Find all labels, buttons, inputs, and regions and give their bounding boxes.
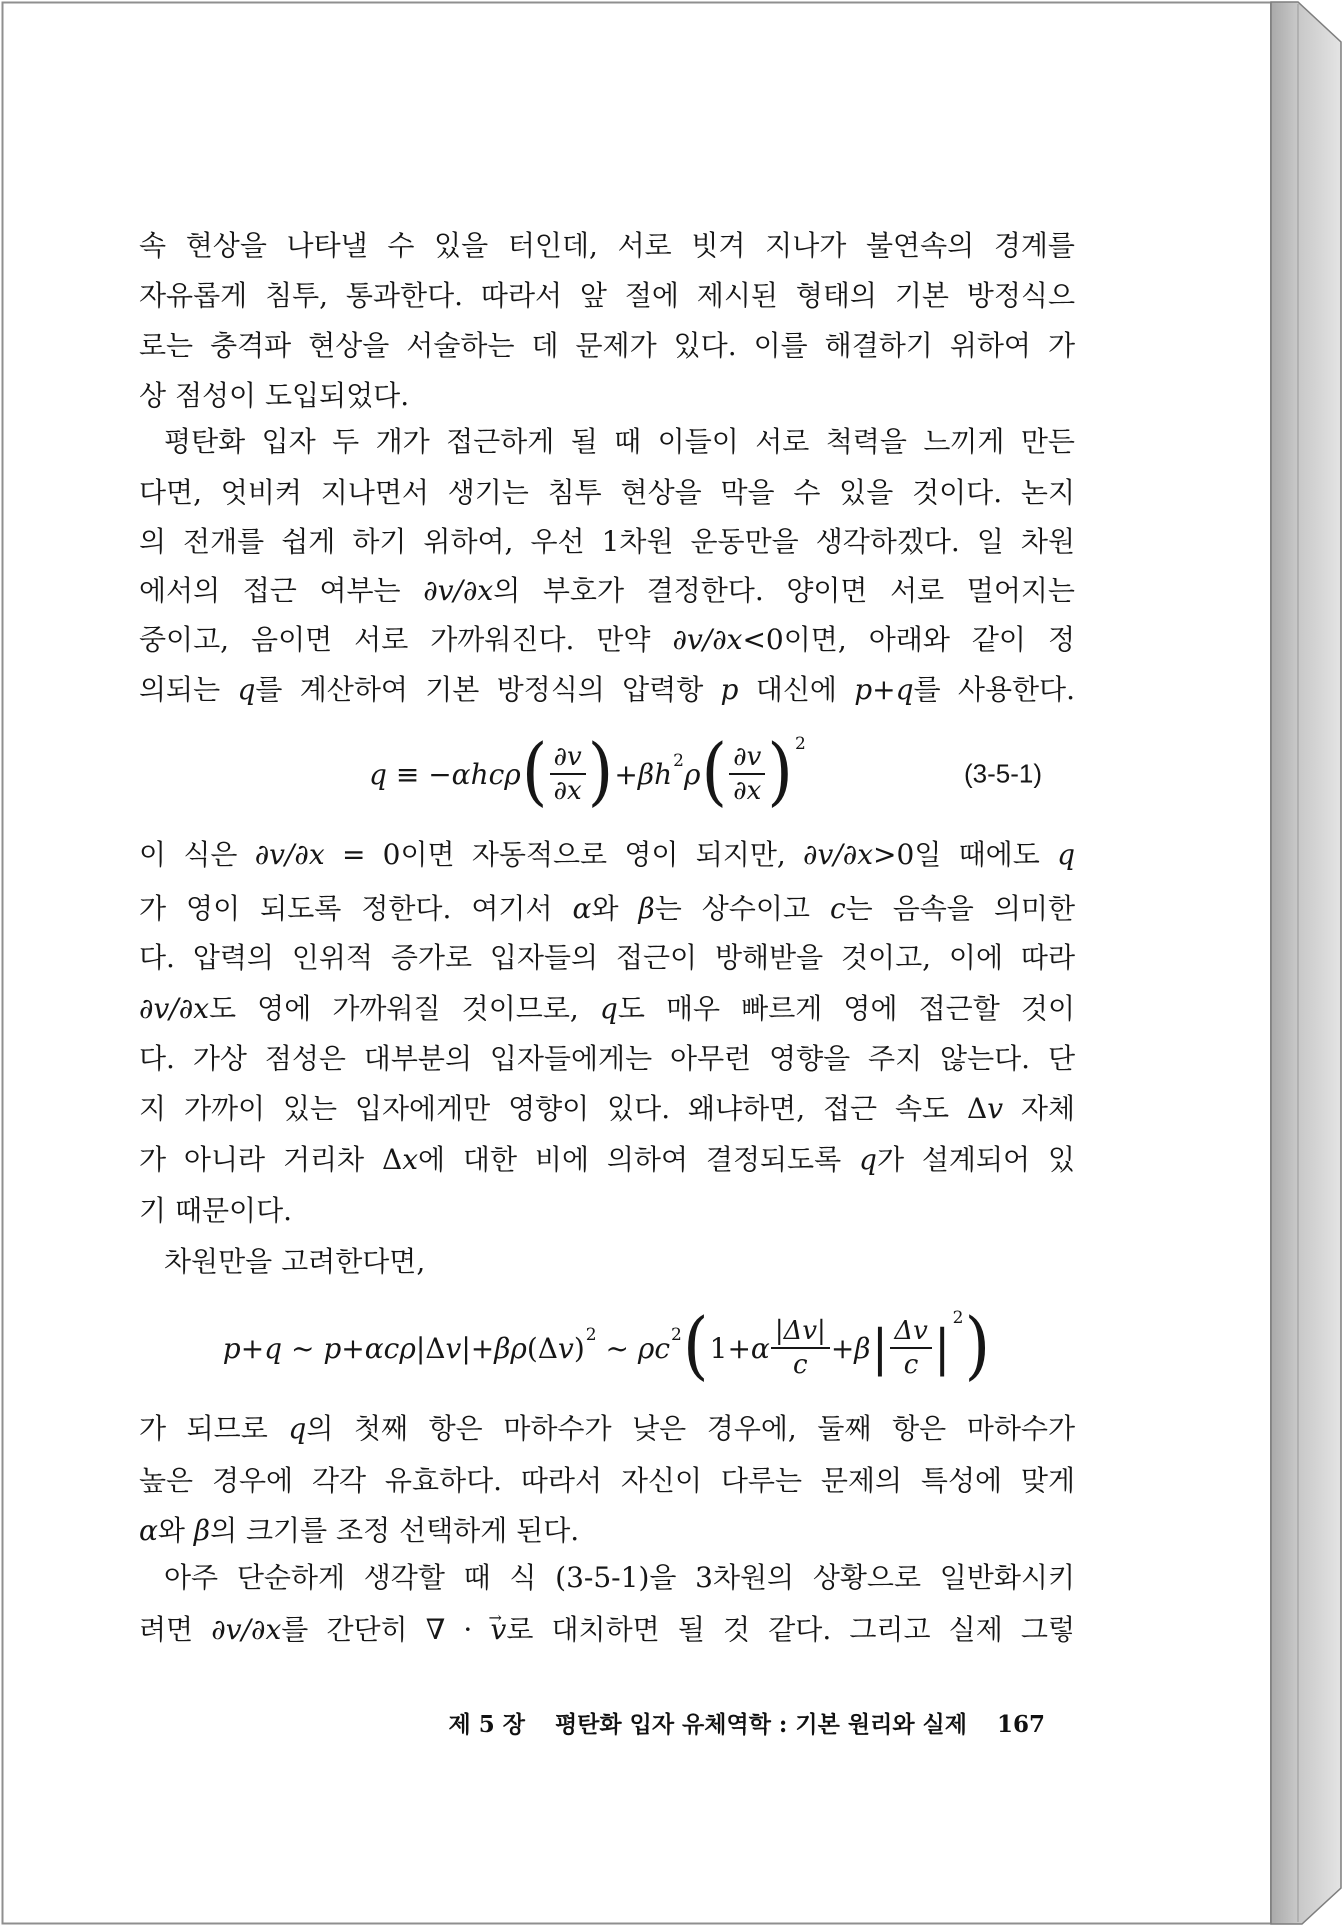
- text-run: 가 영이 되도록 정한다. 여기서: [139, 892, 573, 925]
- math-variable: p: [222, 1331, 241, 1365]
- text-line: [139, 1089, 1075, 1129]
- big-parenthesis: ): [767, 728, 794, 815]
- text-line: [139, 376, 1075, 416]
- text-run: 속 현상을 나타낼 수 있을 터인데, 서로 빗겨 지나가 불연속의 경계를: [139, 229, 1075, 262]
- inline-math: q: [895, 673, 914, 706]
- fraction-denominator: ∂x: [553, 776, 582, 806]
- superscript: 2: [952, 1308, 964, 1328]
- text-run: 중이고, 음이면 서로 가까워진다. 만약: [139, 623, 673, 656]
- text-line: [139, 1039, 1075, 1079]
- vector-v: → v: [490, 1610, 506, 1650]
- big-parenthesis: ): [964, 1302, 991, 1389]
- math-variable: αcρ: [364, 1331, 416, 1365]
- text-line: [139, 1409, 1075, 1449]
- text-run: 다. 가상 점성은 대부분의 입자들에게는 아무런 영향을 주지 않는다. 단: [139, 1042, 1075, 1075]
- text-line: [139, 473, 1075, 513]
- text-run: 를 계산하여 기본 방정식의 압력항: [255, 673, 721, 706]
- fraction-numerator: ∂v: [550, 741, 586, 775]
- text-run: 려면: [139, 1613, 212, 1646]
- math-variable: α: [750, 1331, 770, 1365]
- inline-math: β: [193, 1514, 211, 1547]
- text-line: [139, 1610, 1075, 1650]
- inline-math: ∂v/∂x: [423, 574, 494, 607]
- text-line: [139, 1140, 1075, 1180]
- text-run: 로는 충격파 현상을 서술하는 데 문제가 있다. 이를 해결하기 위하여 가: [139, 329, 1075, 362]
- math-symbol: |+: [461, 1331, 495, 1365]
- text-run: 다면, 엇비켜 지나면서 생기는 침투 현상을 막을 수 있을 것이다. 논지: [139, 476, 1075, 509]
- inline-math: α: [572, 892, 592, 925]
- text-run: 이 식은: [139, 838, 255, 871]
- fraction-denominator: c: [903, 1350, 919, 1380]
- text-run: 다. 압력의 인위적 증가로 입자들의 접근이 방해받을 것이고, 이에 따라: [139, 941, 1075, 974]
- text-line: [139, 276, 1075, 316]
- text-run: 와: [157, 1514, 194, 1547]
- math-symbol: +: [341, 1331, 365, 1365]
- text-line: [139, 620, 1075, 660]
- text-line: [139, 571, 1075, 611]
- text-run: 평탄화 입자 두 개가 접근하게 될 때 이들이 서로 척력을 느끼게 만든: [164, 425, 1075, 458]
- math-symbol: +: [830, 1331, 855, 1365]
- equation-mach-expansion: [139, 1298, 1075, 1398]
- fraction: [729, 741, 765, 807]
- math-variable: βρ: [494, 1331, 527, 1365]
- text-run: 의 전개를 쉽게 하기 위하여, 우선 1차원 운동만을 생각하겠다. 일 차원: [139, 525, 1075, 558]
- text-run: 아주 단순하게 생각할 때 식 (3-5-1)을 3차원의 상황으로 일반화시키: [164, 1561, 1075, 1594]
- text-run: >0일 때에도: [873, 838, 1058, 871]
- equation-body: [369, 728, 806, 815]
- equation-3-5-1: [139, 724, 1075, 824]
- text-run: 와: [591, 892, 639, 925]
- text-run: 를 사용한다.: [913, 673, 1075, 706]
- math-variable: βh: [637, 757, 673, 791]
- text-run: 상 점성이 도입되었다.: [139, 379, 410, 412]
- math-symbol: +: [614, 757, 638, 791]
- math-variable: q: [264, 1331, 283, 1365]
- text-line: [164, 1558, 1075, 1598]
- math-variable: v: [445, 1331, 462, 1365]
- fraction-denominator: c: [793, 1350, 808, 1380]
- math-symbol: +: [240, 1331, 265, 1365]
- inline-math: v: [987, 1092, 1004, 1125]
- text-line: [139, 1461, 1075, 1501]
- inline-math: x: [402, 1143, 418, 1176]
- text-run: 의 크기를 조정 선택하게 된다.: [210, 1514, 580, 1547]
- inline-math: q: [237, 673, 256, 706]
- text-run: +: [872, 673, 896, 706]
- math-symbol: (Δ: [526, 1331, 559, 1365]
- text-run: 높은 경우에 각각 유효하다. 따라서 자신이 다루는 문제의 특성에 맞게: [139, 1464, 1075, 1497]
- text-run: 의되는: [139, 673, 238, 706]
- inline-math: ∂v/∂x: [139, 992, 209, 1025]
- text-run: 가 되므로: [139, 1412, 289, 1445]
- equation-body: [222, 1302, 991, 1389]
- text-line: [139, 522, 1075, 562]
- text-run: = 0이면 자동적으로 영이 되지만,: [324, 838, 804, 871]
- big-parenthesis: (: [701, 728, 728, 815]
- math-variable: ρ: [683, 757, 701, 791]
- text-run: 가 설계되어 있: [876, 1143, 1075, 1176]
- text-run: 는 상수이고: [654, 892, 830, 925]
- text-run: 기 때문이다.: [139, 1194, 293, 1227]
- chapter-label: 제 5 장: [448, 1711, 525, 1738]
- fraction: [771, 1315, 830, 1381]
- superscript: 2: [585, 1325, 597, 1345]
- inline-math: β: [638, 892, 655, 925]
- superscript: 2: [671, 1325, 682, 1345]
- text-line: [139, 670, 1075, 710]
- math-variable: p: [323, 1331, 342, 1365]
- math-symbol: ~: [596, 1331, 638, 1365]
- text-run: 자유롭게 침투, 통과한다. 따라서 앞 절에 제시된 형태의 기본 방정식으: [139, 279, 1075, 312]
- text-run: 에 대한 비에 의하여 결정되도록: [418, 1143, 860, 1176]
- fraction: [550, 741, 586, 807]
- big-parenthesis: (: [521, 728, 548, 815]
- text-run: 도 매우 빠르게 영에 접근할 것이: [617, 992, 1075, 1025]
- text-line: [139, 1191, 1075, 1231]
- equation-number: (3-5-1): [963, 758, 1042, 789]
- abs-bar: |: [933, 1319, 951, 1377]
- inline-math: q: [599, 992, 618, 1025]
- inline-math: p: [854, 673, 873, 706]
- fraction-numerator: ∂v: [729, 741, 765, 775]
- big-parenthesis: (: [682, 1302, 709, 1389]
- fraction-denominator: ∂x: [733, 776, 762, 806]
- text-line: [164, 422, 1075, 462]
- inline-math: ∂v/∂x: [672, 623, 743, 656]
- inline-math: q: [859, 1143, 877, 1176]
- text-line: [139, 889, 1075, 929]
- text-run: 차원만을 고려한다면,: [164, 1245, 426, 1278]
- text-line: [139, 226, 1075, 266]
- text-run: 를 간단히 ∇ ·: [281, 1613, 491, 1646]
- text-run: 에서의 접근 여부는: [139, 574, 424, 607]
- inline-math: ∂v/∂x: [803, 838, 874, 871]
- text-run: 는 음속을 의미한: [845, 892, 1076, 925]
- text-line: [139, 1511, 1075, 1551]
- inline-math: α: [139, 1514, 158, 1547]
- math-symbol: 1+: [709, 1331, 751, 1365]
- text-run: 자체: [1003, 1092, 1076, 1125]
- text-run: 가 아니라 거리차 Δ: [139, 1143, 403, 1176]
- math-variable: ρc: [637, 1331, 671, 1365]
- fraction: [890, 1315, 931, 1381]
- big-parenthesis: ): [587, 728, 614, 815]
- page-footer: [448, 1709, 1045, 1741]
- math-variable: αhcρ: [451, 757, 521, 791]
- math-symbol: ~: [282, 1331, 324, 1365]
- math-symbol: |Δ: [415, 1331, 446, 1365]
- abs-bar: |: [871, 1319, 889, 1377]
- text-line: [139, 938, 1075, 978]
- text-line: [164, 1242, 1075, 1282]
- math-variable: β: [854, 1331, 871, 1365]
- text-run: <0이면, 아래와 같이 정: [742, 623, 1075, 656]
- math-variable: q: [369, 757, 387, 791]
- text-run: 대신에: [738, 673, 855, 706]
- text-line: [139, 326, 1075, 366]
- text-line: [139, 989, 1075, 1029]
- fraction-numerator: Δv: [890, 1315, 931, 1349]
- inline-math: c: [829, 892, 846, 925]
- text-run: 로 대치하면 될 것 같다. 그리고 실제 그렇: [506, 1613, 1075, 1646]
- text-run: 의 첫째 항은 마하수가 낮은 경우에, 둘째 항은 마하수가: [306, 1412, 1075, 1445]
- math-symbol: ≡ −: [386, 757, 452, 791]
- page-number: 167: [996, 1711, 1045, 1738]
- math-symbol: ): [573, 1331, 585, 1365]
- chapter-title: 평탄화 입자 유체역학 : 기본 원리와 실제: [554, 1711, 967, 1738]
- math-variable: v: [558, 1331, 574, 1365]
- text-run: 지 가까이 있는 입자에게만 영향이 있다. 왜냐하면, 접근 속도 Δ: [139, 1092, 988, 1125]
- inline-math: q: [288, 1412, 307, 1445]
- fraction-numerator: |Δv|: [771, 1315, 830, 1349]
- text-run: 도 영에 가까워질 것이므로,: [209, 992, 600, 1025]
- text-line: [139, 835, 1075, 875]
- inline-math: q: [1057, 838, 1075, 871]
- inline-math: ∂v/∂x: [211, 1613, 282, 1646]
- superscript: 2: [795, 734, 806, 754]
- superscript: 2: [673, 751, 684, 771]
- text-run: 의 부호가 결정한다. 양이면 서로 멀어지는: [493, 574, 1075, 607]
- inline-math: ∂v/∂x: [254, 838, 325, 871]
- inline-math: p: [720, 673, 739, 706]
